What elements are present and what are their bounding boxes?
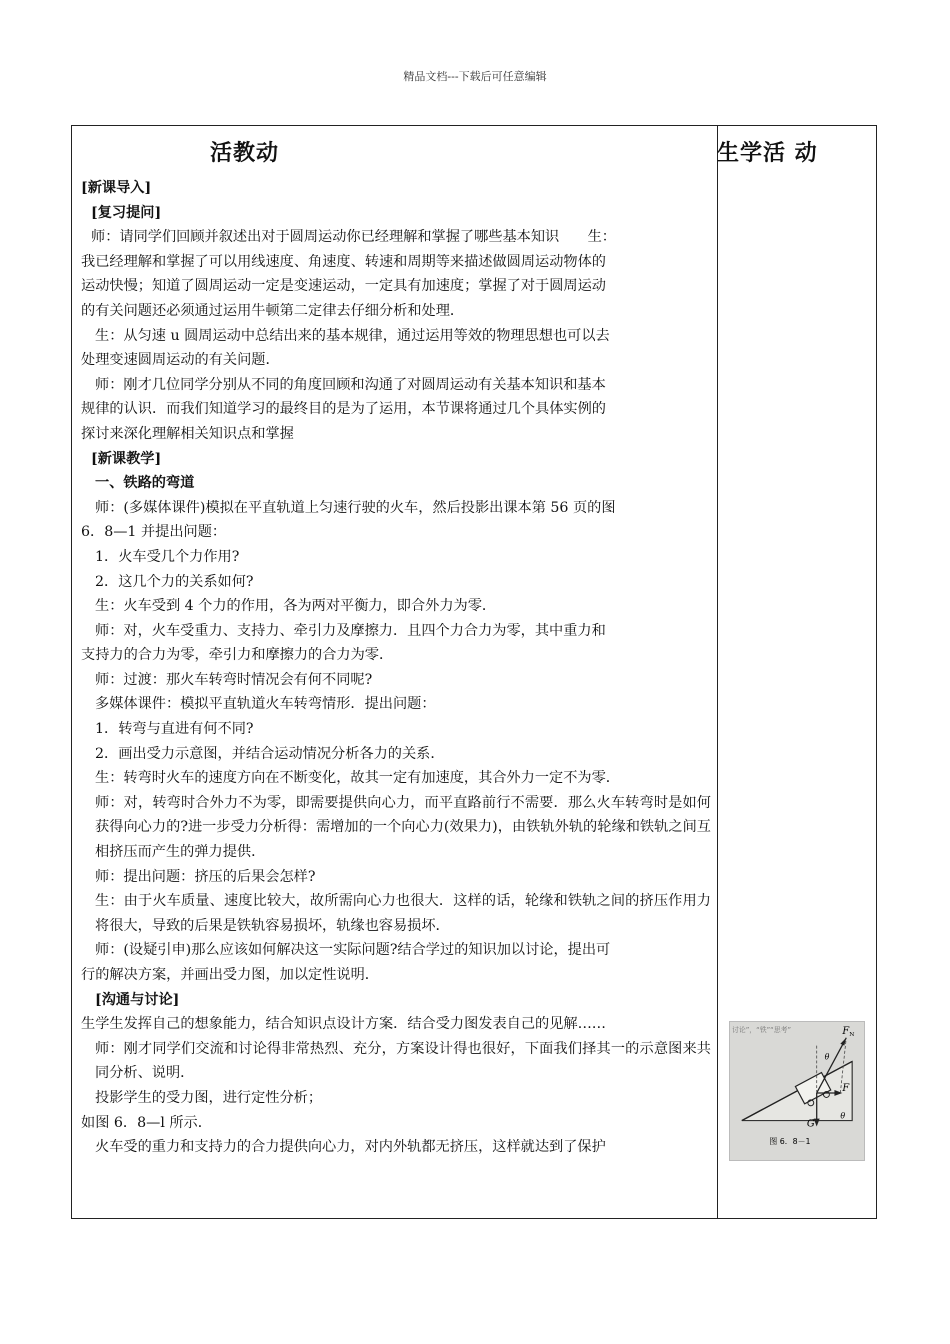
text-line: 师：提出问题：挤压的后果会怎样? [95,868,316,885]
arrow-head [840,1038,846,1046]
text-line: 师：过渡：那火车转弯时情况会有何不同呢? [95,671,373,688]
student-activity-header: 生学活 动 [717,140,818,166]
text-line: 行的解决方案，并画出受力图，加以定性说明． [81,967,379,983]
text-line: 多媒体课件：模拟平直轨道火车转弯情形．提出问题： [95,696,436,713]
section-heading: [新课教学] [91,450,162,467]
text-line: 生：从匀速 u 圆周运动中总结出来的基本规律，通过运用等效的物理思想也可以去 [95,327,610,344]
text-line: 师：(设疑引申)那么应该如何解决这一实际问题?结合学过的知识加以讨论，提出可 [95,942,611,959]
label-normal-force-sub: N [849,1031,855,1038]
column-divider [717,126,718,1218]
figure-side-text: 讨论”，“铁”“思考” [731,1025,792,1034]
figure-caption: 图 6．8－1 [769,1137,811,1147]
text-line: 的有关问题还必须通过运用牛顿第二定律去仔细分析和处理． [81,302,465,319]
text-line: 生学生发挥自己的想象能力，结合知识点设计方案．结合受力图发表自己的见解…… [81,1016,606,1033]
section-heading: [复习提问] [91,204,162,221]
text-line: 师：对，火车受重力、支持力、牵引力及摩擦力．且四个力合力为零，其中重力和 [95,622,606,639]
page-header: 精品文档---下载后可任意编辑 [403,70,547,83]
text-line: 1．火车受几个力作用? [95,548,240,565]
force-diagram [730,1022,864,1160]
text-line: 运动快慢；知道了圆周运动一定是变速运动，一定具有加速度；掌握了对于圆周运动 [81,278,606,295]
text-line: 投影学生的受力图，进行定性分析； [95,1089,323,1106]
text-line: 6．8—1 并提出问题： [81,524,227,541]
label-net-force: F [842,1083,850,1094]
text-line: 我已经理解和掌握了可以用线速度、角速度、转速和周期等来描述做圆周运动物体的 [81,253,606,270]
text-paragraph: 师：对，转弯时合外力不为零，即需要提供向心力，而平直路前行不需要．那么火车转弯时是如何获得向心力的?进一步受力分析得：需增加的一个向心力(效果力)，由铁轨外轨的轮缘和铁轨之间互相挤压而产生的弹力提供． [95,794,711,861]
text-line: 师：刚才几位同学分别从不同的角度回顾和沟通了对圆周运动有关基本知识和基本 [95,376,606,393]
text-paragraph: 生：由于火车质量、速度比较大，故所需向心力也很大．这样的话，轮缘和铁轨之间的挤压作用力将很大，导致的后果是铁轨容易损坏，轨缘也容易损坏． [95,893,711,934]
text-line: 生：火车受到 4 个力的作用，各为两对平衡力，即合外力为零． [95,598,497,615]
text-line: 支持力的合力为零，牵引力和摩擦力的合力为零． [81,647,394,664]
text-paragraph: 师：刚才同学们交流和讨论得非常热烈、充分，方案设计得也很好，下面我们择其一的示意图来共同分析、说明． [95,1040,711,1082]
text-line: 探讨来深化理解相关知识点和掌握 [81,425,294,442]
section-heading: 一、铁路的弯道 [95,475,195,492]
text-line: 2．这几个力的关系如何? [95,573,254,590]
label-normal-force: F [842,1025,850,1037]
text-paragraph: 生：转弯时火车的速度方向在不断变化，故其一定有加速度，其合外力一定不为零． [95,770,620,787]
text-line: 处理变速圆周运动的有关问题． [81,352,280,369]
text-line: 如图 6．8—l 所示． [81,1114,212,1131]
teacher-activity-header: 活教动 [210,140,280,166]
text-line: 师：(多媒体课件)模拟在平直轨道上匀速行驶的火车，然后投影出课本第 56 页的图 [95,499,616,516]
text-line: 1．转弯与直进有何不同? [95,721,254,738]
lesson-table [71,125,877,1219]
section-heading: [新课导入] [81,180,152,196]
lesson-content [81,176,711,1160]
text-line: 2．画出受力示意图，并结合运动情况分析各力的关系． [95,745,445,762]
label-gravity: G [806,1118,815,1130]
label-theta: θ [824,1052,830,1062]
text-line: 规律的认识．而我们知道学习的最终目的是为了运用，本节课将通过几个具体实例的 [81,401,606,418]
text-line: 师：请同学们回顾并叙述出对于圆周运动你已经理解和掌握了哪些基本知识 生： [91,229,616,246]
section-heading: [沟通与讨论] [95,991,180,1008]
text-line: 火车受的重力和支持力的合力提供向心力，对内外轨都无挤压，这样就达到了保护 [95,1139,606,1156]
label-theta: θ [840,1111,846,1121]
force-diagram-figure [729,1021,865,1161]
